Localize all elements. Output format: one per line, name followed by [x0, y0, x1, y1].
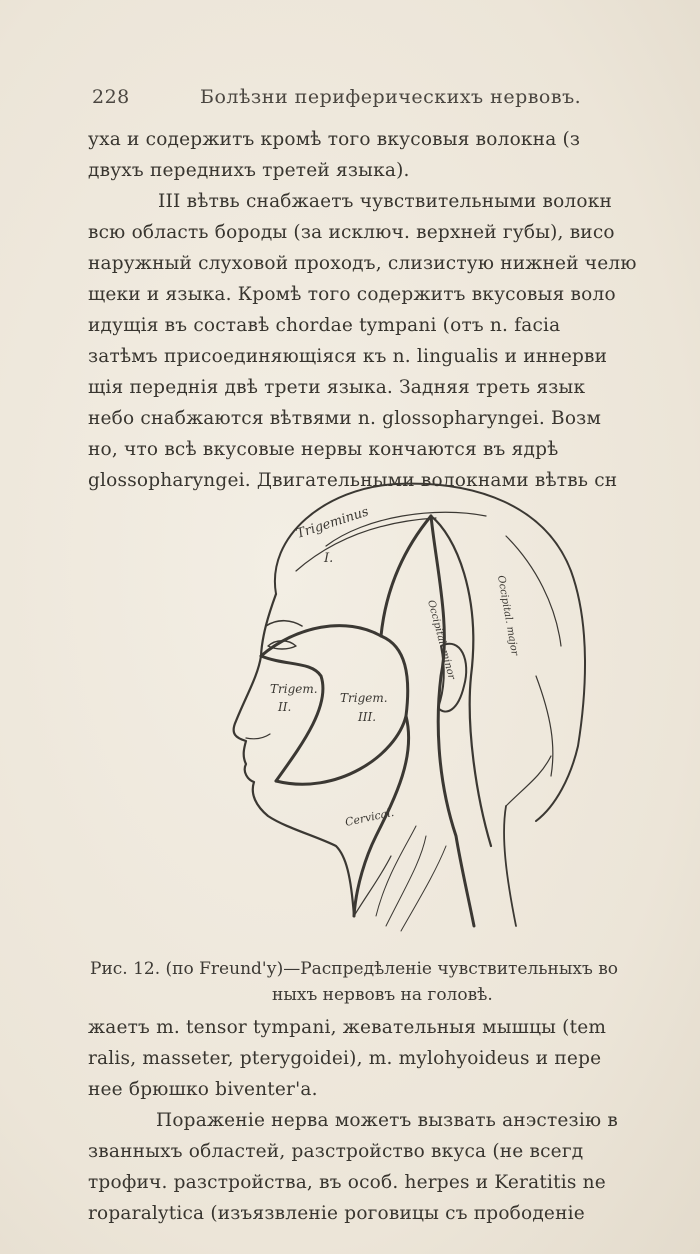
- label-cervical: Cervical.: [343, 805, 396, 829]
- hair-strands: [296, 512, 561, 806]
- trigeminus-3-boundary: [276, 716, 406, 784]
- running-title: Болѣзни периферическихъ нервовъ.: [200, 86, 582, 108]
- caption-line-1: Рис. 12. (по Freund'у)—Распредѣленіе чувствительныхъ во: [90, 959, 619, 979]
- text-line: званныхъ областей, разстройство вкуса (не всегд: [88, 1141, 584, 1162]
- trigeminus-2-boundary: [261, 656, 323, 781]
- head-nerve-illustration: [206, 476, 606, 946]
- neck-muscle-lines: [376, 826, 446, 931]
- label-trigem-3: Trigem.: [340, 691, 388, 705]
- text-line: щеки и языка. Кромѣ того содержитъ вкусовыя воло: [88, 284, 616, 305]
- neck-back: [504, 806, 516, 926]
- text-line: но, что всѣ вкусовые нервы кончаются въ ядрѣ: [88, 439, 559, 460]
- text-line: Пораженіе нерва можетъ вызвать анэстезію в: [156, 1110, 618, 1131]
- text-line: трофич. разстройства, въ особ. herpes и Keratitis ne: [88, 1172, 606, 1193]
- text-line: небо снабжаются вѣтвями n. glossopharyngei. Возм: [88, 408, 602, 429]
- bottom-paragraphs: [88, 1012, 688, 1229]
- text-line: glossopharyngei. Двигательными волокнами вѣтвь сн: [88, 470, 618, 491]
- eyebrow: [266, 621, 302, 626]
- label-occipital-major: Occipital. major: [495, 574, 520, 657]
- text-line: жаетъ m. tensor tympani, жевательныя мышцы (tem: [88, 1017, 607, 1038]
- label-trigem-2: Trigem.: [270, 682, 318, 696]
- text-line: нее брюшко biventer'a.: [88, 1079, 318, 1100]
- text-line: уха и содержитъ кромѣ того вкусовыя волокна (з: [88, 129, 581, 150]
- label-trigem-2-num: II.: [278, 700, 292, 714]
- text-line: III вѣтвь снабжаетъ чувствительными волокн: [158, 191, 612, 212]
- page-number: 228: [92, 86, 130, 108]
- label-trigem-3-num: III.: [358, 710, 377, 724]
- top-paragraphs: [88, 124, 688, 496]
- page-header: [92, 86, 672, 116]
- trigeminus-1-top: [381, 516, 431, 636]
- text-line: ralis, masseter, pterygoidei), m. mylohyoideus и пере: [88, 1048, 602, 1069]
- text-line: roparalytica (изъязвленіе роговицы съ прободеніе: [88, 1203, 585, 1224]
- label-trigeminus-1: Trigeminus: [294, 504, 371, 542]
- mouth: [246, 734, 270, 739]
- label-occipital-minor: Occipital. minor: [425, 598, 457, 681]
- caption-line-2: ныхъ нервовъ на головѣ.: [272, 985, 493, 1005]
- figure-caption: [90, 956, 690, 1008]
- text-line: идущія въ составѣ chordae tympani (отъ n. facia: [88, 315, 561, 336]
- label-trigeminus-1-num: I.: [324, 551, 334, 566]
- text-line: затѣмъ присоединяющіяся къ n. lingualis и иннерви: [88, 346, 608, 367]
- text-line: щія переднія двѣ трети языка. Задняя треть язык: [88, 377, 586, 398]
- text-line: всю область бороды (за исключ. верхней губы), висо: [88, 222, 615, 243]
- text-line: наружный слуховой проходъ, слизистую нижней челю: [88, 253, 637, 274]
- text-line: двухъ переднихъ третей языка).: [88, 160, 410, 181]
